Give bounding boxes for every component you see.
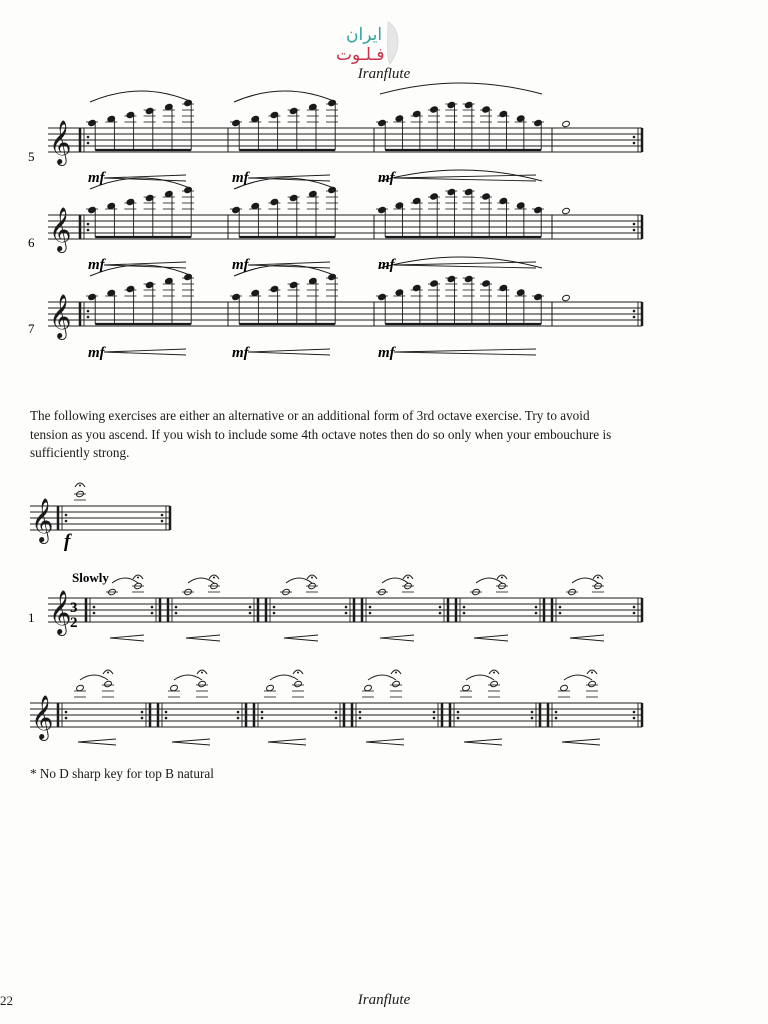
dynamic-mf: mf [378, 257, 395, 273]
note-head [562, 120, 571, 127]
time-signature-bottom: 2 [70, 615, 78, 631]
repeat-dot [633, 223, 636, 226]
exercise-number-6: 6 [28, 235, 35, 250]
slur [112, 578, 138, 583]
repeat-dot [535, 612, 538, 615]
note-head [490, 680, 499, 687]
repeat-dot [633, 612, 636, 615]
repeat-dot [87, 136, 90, 139]
crescendo-hairpin [366, 739, 404, 745]
slur [382, 578, 408, 583]
repeat-dot [93, 612, 96, 615]
slur [90, 91, 192, 102]
fermata-dot [107, 672, 109, 674]
dynamic-f: f [64, 531, 71, 552]
repeat-dot [457, 711, 460, 714]
note-head [76, 684, 85, 691]
repeat-dot [175, 606, 178, 609]
exercise-number-5: 5 [28, 149, 35, 164]
slur [80, 675, 108, 680]
dynamic-mf: mf [88, 257, 105, 273]
crescendo-hairpin [248, 349, 330, 355]
fermata-dot [297, 672, 299, 674]
slur [234, 91, 336, 102]
repeat-dot [555, 717, 558, 720]
repeat-dot [273, 612, 276, 615]
repeat-dot [633, 316, 636, 319]
repeat-dot [151, 612, 154, 615]
treble-clef: 𝄞 [31, 697, 54, 739]
note-head [294, 680, 303, 687]
fermata-dot [213, 577, 215, 579]
exercise-number-1: 1 [28, 610, 35, 625]
repeat-dot [457, 717, 460, 720]
fermata-dot [597, 577, 599, 579]
note-head [560, 684, 569, 691]
fermata-dot [395, 672, 397, 674]
slur [380, 83, 542, 94]
repeat-dot [345, 612, 348, 615]
repeat-dot [463, 612, 466, 615]
repeat-dot [161, 514, 164, 517]
crescendo-hairpin [394, 262, 536, 268]
slur [286, 578, 312, 583]
repeat-dot [261, 711, 264, 714]
repeat-dot [335, 711, 338, 714]
fermata-dot [79, 485, 81, 487]
fermata-dot [407, 577, 409, 579]
repeat-dot [87, 316, 90, 319]
treble-clef: 𝄞 [31, 500, 54, 542]
repeat-dot [65, 717, 68, 720]
repeat-dot [65, 711, 68, 714]
fermata-dot [493, 672, 495, 674]
crescendo-hairpin [394, 349, 536, 355]
crescendo-hairpin [380, 635, 414, 641]
dynamic-mf: mf [232, 170, 249, 186]
repeat-dot [535, 606, 538, 609]
repeat-dot [439, 612, 442, 615]
repeat-dot [359, 711, 362, 714]
repeat-dot [559, 612, 562, 615]
repeat-dot [87, 310, 90, 313]
repeat-dot [165, 711, 168, 714]
repeat-dot [439, 606, 442, 609]
repeat-dot [237, 711, 240, 714]
crescendo-hairpin [268, 739, 306, 745]
note-head [562, 207, 571, 214]
repeat-dot [93, 606, 96, 609]
treble-clef: 𝄞 [49, 296, 72, 338]
crescendo-hairpin [464, 739, 502, 745]
footnote: * No D sharp key for top B natural [30, 766, 214, 781]
repeat-dot [369, 612, 372, 615]
repeat-dot [261, 717, 264, 720]
repeat-dot [433, 717, 436, 720]
repeat-dot [531, 711, 534, 714]
note-head [364, 684, 373, 691]
time-signature-top: 3 [70, 600, 78, 616]
note-head [392, 680, 401, 687]
repeat-dot [559, 606, 562, 609]
crescendo-hairpin [172, 739, 210, 745]
crescendo-hairpin [562, 739, 600, 745]
crescendo-hairpin [104, 349, 186, 355]
slur [368, 675, 396, 680]
repeat-dot [345, 606, 348, 609]
dynamic-mf: mf [88, 345, 105, 361]
repeat-dot [633, 711, 636, 714]
fermata-dot [501, 577, 503, 579]
exercise-number-7: 7 [28, 321, 35, 336]
slur [270, 675, 298, 680]
note-head [198, 680, 207, 687]
crescendo-hairpin [284, 635, 318, 641]
fermata-dot [201, 672, 203, 674]
repeat-dot [165, 717, 168, 720]
repeat-dot [273, 606, 276, 609]
repeat-dot [433, 711, 436, 714]
crescendo-hairpin [78, 739, 116, 745]
note-head [170, 684, 179, 691]
repeat-dot [633, 717, 636, 720]
treble-clef: 𝄞 [49, 592, 72, 634]
repeat-dot [633, 310, 636, 313]
instruction-paragraph: The following exercises are either an alternative or an additional form of 3rd octave exercise. Try to avoid tension as you ascend. If you wish to include some 4th octave notes then do so only when your embouchure is sufficiently strong. [30, 408, 612, 460]
slur [572, 578, 598, 583]
repeat-dot [65, 520, 68, 523]
crescendo-hairpin [186, 635, 220, 641]
repeat-dot [141, 711, 144, 714]
repeat-dot [249, 612, 252, 615]
crescendo-hairpin [474, 635, 508, 641]
treble-clef: 𝄞 [49, 209, 72, 251]
fermata-dot [311, 577, 313, 579]
note-head [104, 680, 113, 687]
repeat-dot [175, 612, 178, 615]
header-watermark: Iranflute [357, 66, 411, 82]
slur [466, 675, 494, 680]
dynamic-mf: mf [88, 170, 105, 186]
note-head [462, 684, 471, 691]
crescendo-hairpin [110, 635, 144, 641]
repeat-dot [369, 606, 372, 609]
crescendo-hairpin [570, 635, 604, 641]
repeat-dot [87, 223, 90, 226]
slur [476, 578, 502, 583]
repeat-dot [87, 229, 90, 232]
repeat-dot [555, 711, 558, 714]
repeat-dot [531, 717, 534, 720]
repeat-dot [335, 717, 338, 720]
repeat-dot [633, 229, 636, 232]
note-head [266, 684, 275, 691]
logo-text-flute: فـلـوت [336, 45, 385, 65]
slur [564, 675, 592, 680]
repeat-dot [249, 606, 252, 609]
treble-clef: 𝄞 [49, 122, 72, 164]
crescendo-hairpin [394, 175, 536, 181]
fermata-dot [591, 672, 593, 674]
repeat-dot [633, 142, 636, 145]
repeat-dot [463, 606, 466, 609]
dynamic-mf: mf [232, 345, 249, 361]
repeat-dot [65, 514, 68, 517]
note-head [588, 680, 597, 687]
repeat-dot [161, 520, 164, 523]
logo-text-iran: ایران [346, 25, 383, 45]
dynamic-mf: mf [378, 170, 395, 186]
slur [174, 675, 202, 680]
repeat-dot [633, 606, 636, 609]
repeat-dot [151, 606, 154, 609]
note-head [562, 294, 571, 301]
repeat-dot [359, 717, 362, 720]
dynamic-mf: mf [378, 345, 395, 361]
slur [188, 578, 214, 583]
fermata-dot [137, 577, 139, 579]
page-number: 22 [0, 993, 13, 1008]
footer-watermark: Iranflute [357, 992, 411, 1008]
repeat-dot [237, 717, 240, 720]
tempo-marking: Slowly [72, 570, 109, 585]
repeat-dot [633, 136, 636, 139]
repeat-dot [141, 717, 144, 720]
repeat-dot [87, 142, 90, 145]
dynamic-mf: mf [232, 257, 249, 273]
